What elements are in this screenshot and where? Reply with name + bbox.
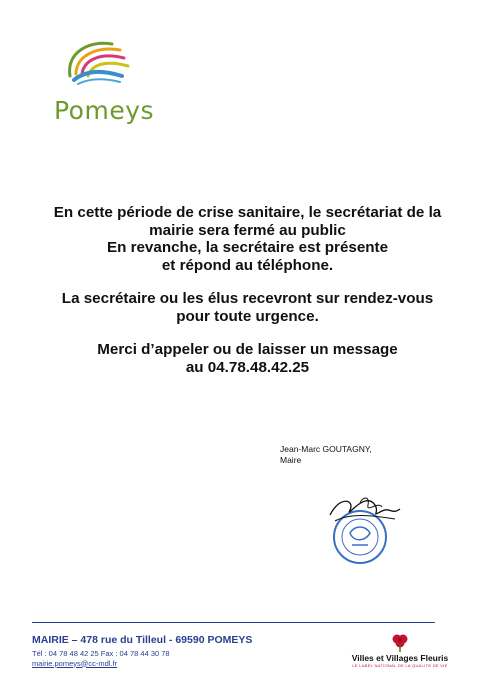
- phone-line: au 04.78.48.42.25: [185, 358, 310, 376]
- announcement: [20, 204, 475, 376]
- message-line: et répond au téléphone.: [161, 256, 334, 274]
- flower-icon: [389, 632, 411, 652]
- message-line: En cette période de crise sanitaire, le secrétariat de la: [53, 204, 442, 221]
- pomeys-emblem-icon: [62, 34, 137, 94]
- logo-wordmark: Pomeys: [54, 96, 155, 125]
- message-line: mairie sera fermé au public: [149, 221, 346, 239]
- message-line: Merci d’appeler ou de laisser un message: [97, 341, 398, 358]
- footer-email-link[interactable]: mairie.pomeys@cc-mdl.fr: [32, 658, 118, 668]
- footer-divider: [32, 622, 435, 623]
- footer-phones: Tél : 04 78 48 42 25 Fax : 04 78 44 30 78: [32, 649, 170, 658]
- signer-name: Jean-Marc GOUTAGNY,: [280, 444, 372, 454]
- label-title: Villes et Villages Fleuris: [351, 653, 449, 663]
- message-line: La secrétaire ou les élus recevront sur rendez-vous: [61, 290, 434, 307]
- villes-villages-fleuris-label: [335, 632, 465, 682]
- message-line: pour toute urgence.: [176, 307, 319, 325]
- label-subtitle: LE LABEL NATIONAL DE LA QUALITÉ DE VIE: [352, 663, 448, 668]
- message-line: En revanche, la secrétaire est présente: [106, 239, 389, 256]
- signer-block: [280, 444, 372, 466]
- signer-title: Maire: [280, 455, 302, 465]
- pomeys-logo: [44, 34, 154, 129]
- footer-address: MAIRIE – 478 rue du Tilleul - 69590 POMEYS: [32, 634, 253, 646]
- mayor-stamp-signature: [320, 485, 420, 575]
- footer-contact: [32, 634, 252, 668]
